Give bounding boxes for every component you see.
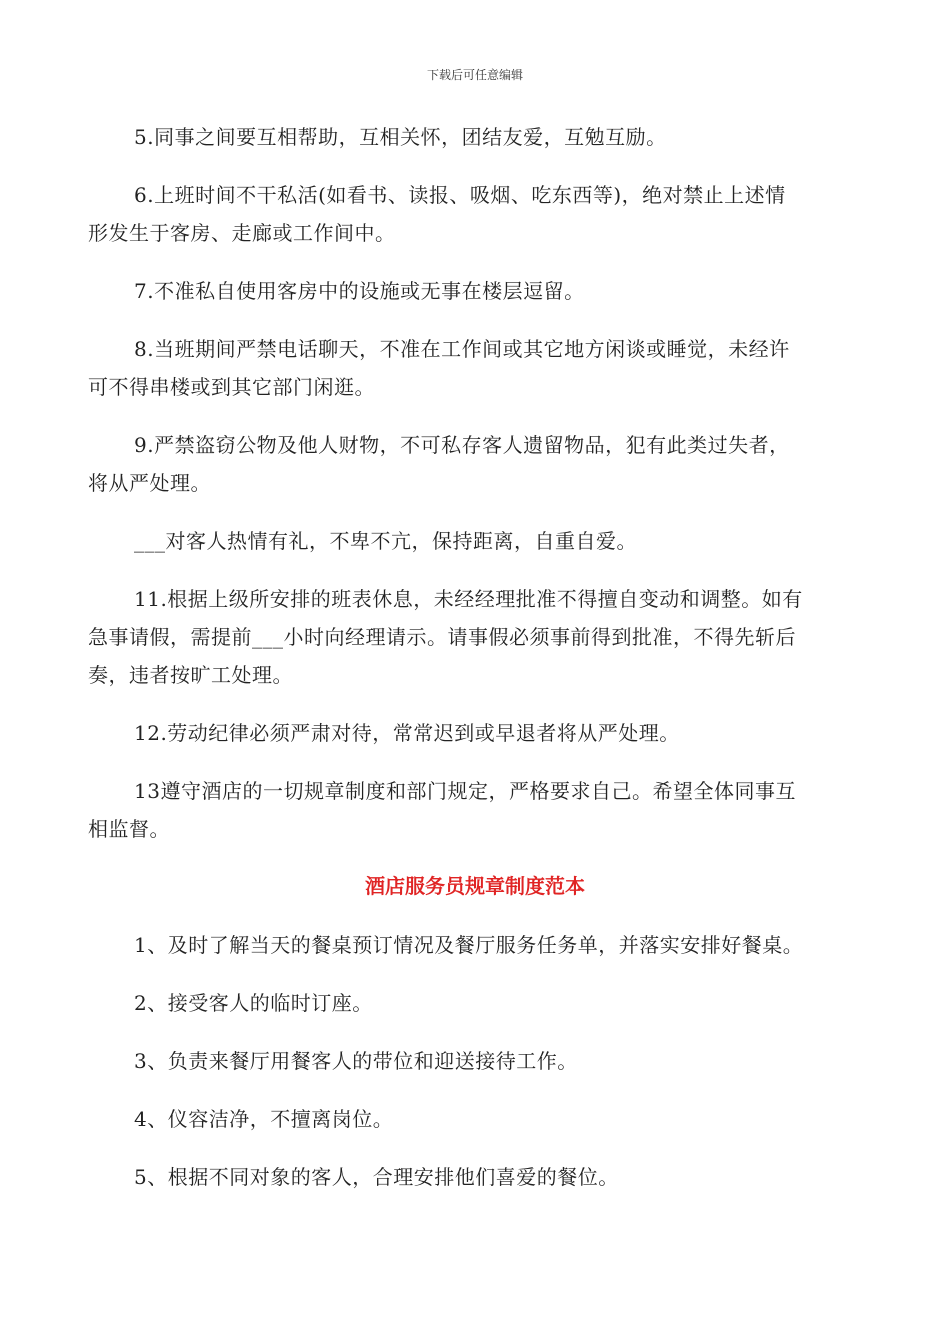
- rule-line: 相监督。: [88, 817, 170, 841]
- duty-line: 4、仪容洁净，不擅离岗位。: [134, 1107, 394, 1131]
- duty-item: [88, 926, 864, 964]
- rule-line: 6.上班时间不干私活(如看书、读报、吸烟、吃东西等)，绝对禁止上述情: [134, 183, 786, 207]
- duty-line: 3、负责来餐厅用餐客人的带位和迎送接待工作。: [134, 1049, 578, 1073]
- rule-line: 11.根据上级所安排的班表休息，未经经理批准不得擅自变动和调整。如有: [134, 587, 803, 611]
- duty-line: 1、及时了解当天的餐桌预订情况及餐厅服务任务单，并落实安排好餐桌。: [134, 933, 804, 957]
- rule-line: 8.当班期间严禁电话聊天，不准在工作间或其它地方闲谈或睡觉，未经许: [134, 337, 790, 361]
- rule-item: [88, 330, 864, 406]
- duty-line: 5、根据不同对象的客人，合理安排他们喜爱的餐位。: [134, 1165, 619, 1189]
- rule-line: 形发生于客房、走廊或工作间中。: [88, 221, 396, 245]
- rule-item: [88, 772, 864, 848]
- rule-line: 13遵守酒店的一切规章制度和部门规定，严格要求自己。希望全体同事互: [134, 779, 796, 803]
- rule-line: 9.严禁盗窃公物及他人财物，不可私存客人遗留物品，犯有此类过失者，: [134, 433, 790, 457]
- rule-item: [88, 714, 864, 752]
- rule-line: 可不得串楼或到其它部门闲逛。: [88, 375, 375, 399]
- section-title: 酒店服务员规章制度范本: [365, 874, 585, 898]
- duty-item: [88, 1100, 864, 1138]
- duty-item: [88, 1042, 864, 1080]
- duty-item: [88, 1158, 864, 1196]
- rule-item: [88, 580, 864, 694]
- rule-line: 将从严处理。: [88, 471, 211, 495]
- rule-line: 急事请假，需提前___小时向经理请示。请事假必须事前得到批准，不得先斩后: [88, 625, 796, 649]
- rule-item: [88, 522, 864, 560]
- page-header: 下载后可任意编辑: [426, 68, 523, 82]
- rule-item: [88, 176, 864, 252]
- rule-line: 7.不准私自使用客房中的设施或无事在楼层逗留。: [134, 279, 585, 303]
- duty-line: 2、接受客人的临时订座。: [134, 991, 373, 1015]
- rule-item: [88, 118, 864, 156]
- rule-line: 奏，违者按旷工处理。: [88, 663, 293, 687]
- rule-line: 5.同事之间要互相帮助，互相关怀，团结友爱，互勉互励。: [134, 125, 667, 149]
- rule-item: [88, 426, 864, 502]
- rule-line: ___对客人热情有礼，不卑不亢，保持距离，自重自爱。: [134, 529, 637, 553]
- duty-item: [88, 984, 864, 1022]
- rule-line: 12.劳动纪律必须严肃对待，常常迟到或早退者将从严处理。: [134, 721, 680, 745]
- rule-item: [88, 272, 864, 310]
